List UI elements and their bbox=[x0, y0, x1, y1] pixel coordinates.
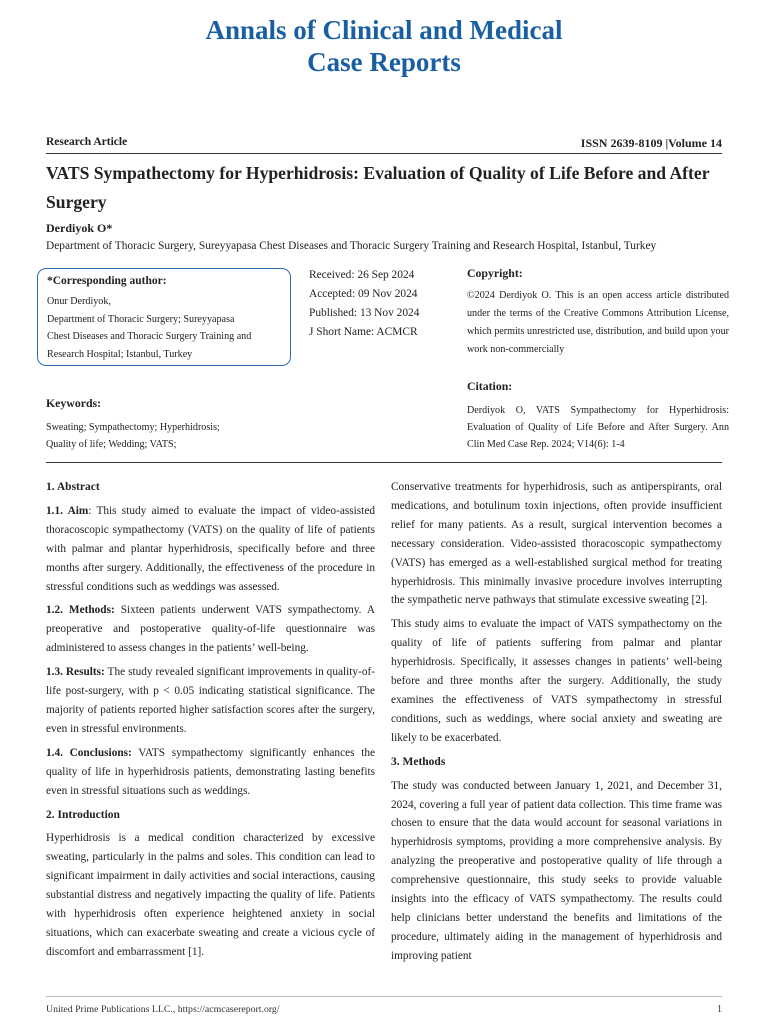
corresponding-author-line: Chest Diseases and Thoracic Surgery Training and bbox=[47, 331, 252, 342]
citation-section bbox=[467, 379, 729, 453]
article-author: Derdiyok O* bbox=[46, 221, 113, 235]
citation-text: Derdiyok O, VATS Sympathectomy for Hyperhidrosis: Evaluation of Quality of Life Before and After Surgery. Ann Clin Med Case Rep. 2024; V14(6): 1-4 bbox=[467, 405, 729, 450]
keywords-title: Keywords: bbox=[46, 396, 102, 410]
body-column-left bbox=[46, 478, 375, 967]
copyright-title: Copyright: bbox=[467, 266, 523, 280]
journal-title bbox=[0, 14, 768, 78]
keywords-section bbox=[46, 396, 346, 453]
abstract-results-text: The study revealed significant improvements in quality-of-life post-surgery, with p < 0.05 indicating statistical significance. The majority of patients reported higher satisfaction scores after the surgery, even in stressful environments. bbox=[46, 666, 375, 735]
accepted-date: Accepted: 09 Nov 2024 bbox=[309, 288, 418, 300]
keywords-line: Quality of life; Wedding; VATS; bbox=[46, 439, 177, 450]
corresponding-author-line: Department of Thoracic Surgery; Sureyyapasa bbox=[47, 313, 235, 325]
front-matter-divider bbox=[46, 462, 722, 463]
corresponding-author-line: Onur Derdiyok, bbox=[47, 296, 111, 307]
abstract-heading: 1. Abstract bbox=[46, 481, 100, 493]
copyright-section bbox=[467, 266, 729, 359]
received-date: Received: 26 Sep 2024 bbox=[309, 269, 415, 281]
article-title: VATS Sympathectomy for Hyperhidrosis: Evaluation of Quality of Life Before and After Surgery bbox=[46, 163, 710, 212]
published-date: Published: 13 Nov 2024 bbox=[309, 307, 420, 319]
abstract-methods bbox=[46, 601, 375, 658]
article-type: Research Article bbox=[46, 136, 128, 148]
methods-paragraph-1: The study was conducted between January 1, 2021, and December 31, 2024, covering a full year of patient data collection. This time frame was chosen to ensure that the data would account for seasonal variations in hyperhidrosis symptoms, providing a more comprehensive analysis. By analyzing the preoperative and postoperative quality of life through a comprehensive questionnaire, this study seeks to provide valuable insights into the efficacy of VATS sympathectomy. The results could help clinicians better understand the benefits and limitations of the procedure, ultimately aiding in the management of hyperhidrosis and improving patient bbox=[391, 779, 722, 962]
introduction-paragraph-3: This study aims to evaluate the impact of VATS sympathectomy on the quality of life of patients suffering from palmar and plantar hyperhidrosis. Specifically, it assesses changes in patients’ well-being before and three months after the surgery. Additionally, the study examines the effectiveness of VATS sympathectomy in stressful conditions, such as weddings, where social anxiety and sweating are likely to be exacerbated. bbox=[391, 618, 722, 744]
abstract-conclusions bbox=[46, 744, 375, 801]
copyright-text: ©2024 Derdiyok O. This is an open access article distributed under the terms of the Creative Commons Attribution License, which permits unrestricted use, distribution, and build upon your work non-commercially bbox=[467, 290, 729, 355]
methods-heading: 3. Methods bbox=[391, 755, 446, 768]
footer-divider bbox=[46, 996, 722, 997]
abstract-aim-label: 1.1. Aim bbox=[46, 504, 89, 517]
keywords-line: Sweating; Sympathectomy; Hyperhidrosis; bbox=[46, 422, 220, 433]
article-dates bbox=[309, 266, 419, 342]
abstract-results-label: 1.3. Results: bbox=[46, 666, 105, 679]
body-column-right bbox=[391, 478, 722, 971]
abstract-methods-text: Sixteen patients underwent VATS sympathectomy. A preoperative and postoperative quality-of-life questionnaire was administered to assess changes in the patients’ well-being. bbox=[46, 604, 375, 655]
introduction-paragraph-2: Conservative treatments for hyperhidrosis, such as antiperspirants, oral medications, and botulinum toxin injections, often provide insufficient relief for many patients. As a result, surgical intervention becomes a necessary consideration. Video-assisted thoracoscopic sympathectomy (VATS) has emerged as a well-established surgical method for treating hyperhidrosis. This minimally invasive procedure involves interrupting the sympathetic nerve pathways that stimulate excessive sweating [2]. bbox=[391, 481, 722, 607]
corresponding-author-line: Research Hospital; Istanbul, Turkey bbox=[47, 348, 193, 360]
page-number: 1 bbox=[717, 1004, 722, 1015]
abstract-methods-label: 1.2. Methods: bbox=[46, 604, 115, 617]
abstract-aim bbox=[46, 502, 375, 597]
abstract-results bbox=[46, 663, 375, 739]
footer-publisher: United Prime Publications LLC., https://acmcasereport.org/ bbox=[46, 1004, 280, 1015]
author-affiliation: Department of Thoracic Surgery, Sureyyapasa Chest Diseases and Thoracic Surgery Training and Research Hospital, Istanbul, Turkey bbox=[46, 240, 657, 252]
corresponding-author-box bbox=[37, 268, 291, 366]
citation-title: Citation: bbox=[467, 379, 513, 393]
corresponding-author-title: *Corresponding author: bbox=[47, 275, 167, 287]
journal-title-line2: Case Reports bbox=[307, 47, 461, 77]
abstract-conclusions-label: 1.4. Conclusions: bbox=[46, 746, 132, 759]
journal-short-name: J Short Name: ACMCR bbox=[309, 326, 418, 338]
abstract-aim-text: : This study aimed to evaluate the impact of video-assisted thoracoscopic sympathectomy (VATS) on the quality of life of patients with palmar and plantar hyperhidrosis, specifically before and three months after surgery. Additionally, the effectiveness of the procedure in stressful conditions such as weddings was assessed. bbox=[46, 504, 375, 593]
journal-title-line1: Annals of Clinical and Medical bbox=[205, 15, 563, 45]
header-divider bbox=[46, 153, 722, 154]
abstract-conclusions-text: VATS sympathectomy significantly enhances the quality of life in hyperhidrosis patients, demonstrating lasting benefits even in stressful situations such as weddings. bbox=[46, 746, 375, 797]
introduction-heading: 2. Introduction bbox=[46, 808, 120, 821]
issn-volume: ISSN 2639-8109 |Volume 14 bbox=[580, 136, 722, 150]
introduction-paragraph-1: Hyperhidrosis is a medical condition characterized by excessive sweating, particularly in the palms and soles. This condition can lead to significant impairment in daily activities and social interactions, causing substantial distress and negatively impacting the quality of life. Patients with hyperhidrosis often experience heightened anxiety in social situations, which can exacerbate sweating and create a vicious cycle of discomfort and embarrassment [1]. bbox=[46, 832, 375, 958]
